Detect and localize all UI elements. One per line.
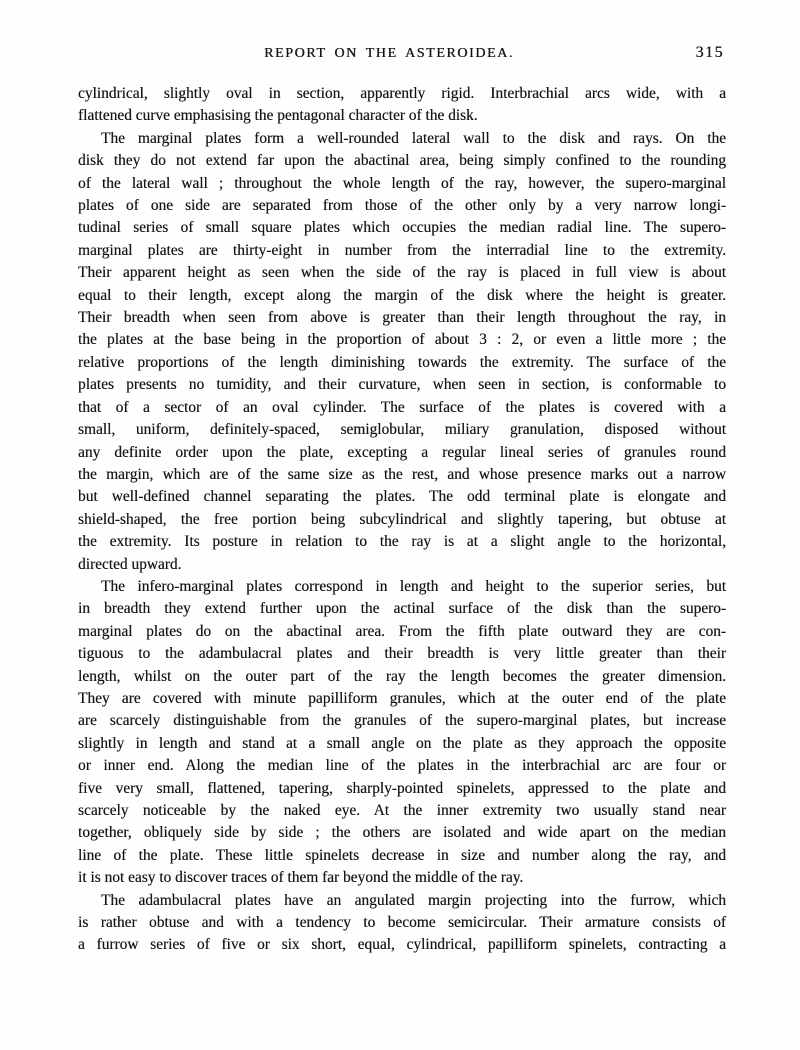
text-line: together, obliquely side by side ; the others are isolated and wide apart on the median bbox=[78, 824, 726, 842]
text-line: Their apparent height as seen when the side of the ray is placed in full view is about bbox=[78, 264, 726, 282]
text-line: slightly in length and stand at a small angle on the plate as they approach the opposite bbox=[78, 734, 726, 752]
text-line: that of a sector of an oval cylinder. The surface of the plates is covered with a bbox=[78, 398, 726, 416]
paragraph bbox=[78, 83, 726, 128]
text-line: in breadth they extend further upon the actinal surface of the disk than the supero- bbox=[78, 600, 726, 618]
page-number: 315 bbox=[695, 44, 724, 61]
text-line: length, whilst on the outer part of the ray the length becomes the greater dimension. bbox=[78, 667, 726, 685]
text-line: relative proportions of the length diminishing towards the extremity. The surface of the bbox=[78, 353, 726, 371]
text-line: flattened curve emphasising the pentagonal character of the disk. bbox=[78, 107, 478, 125]
text-line: disk they do not extend far upon the abactinal area, being simply confined to the rounding bbox=[78, 152, 726, 170]
text-line: shield-shaped, the free portion being subcylindrical and slightly tapering, but obtuse at bbox=[78, 510, 726, 528]
text-line: plates presents no tumidity, and their curvature, when seen in section, is conformable to bbox=[78, 376, 726, 394]
text-line: They are covered with minute papilliform granules, which at the outer end of the plate bbox=[78, 689, 726, 707]
text-line: tiguous to the adambulacral plates and their breadth is very little greater than their bbox=[78, 645, 726, 663]
paragraph bbox=[78, 128, 726, 576]
text-line: is rather obtuse and with a tendency to become semicircular. Their armature consists of bbox=[78, 914, 726, 932]
text-line: marginal plates are thirty-eight in number from the interradial line to the extremity. bbox=[78, 241, 726, 259]
text-line: Their breadth when seen from above is greater than their length throughout the ray, in bbox=[78, 309, 726, 327]
text-line: small, uniform, definitely-spaced, semiglobular, miliary granulation, disposed without bbox=[78, 421, 726, 439]
text-line: the plates at the base being in the proportion of about 3 : 2, or even a little more ; the bbox=[78, 331, 726, 349]
text-line: The marginal plates form a well-rounded lateral wall to the disk and rays. On the bbox=[101, 129, 726, 147]
text-line: cylindrical, slightly oval in section, apparently rigid. Interbrachial arcs wide, with a bbox=[78, 85, 726, 102]
text-line: The adambulacral plates have an angulated margin projecting into the furrow, which bbox=[101, 891, 726, 909]
text-line: marginal plates do on the abactinal area. From the fifth plate outward they are con- bbox=[78, 622, 726, 640]
running-header bbox=[78, 44, 726, 66]
page-body bbox=[78, 83, 726, 957]
text-line: the margin, which are of the same size as the rest, and whose presence marks out a narrow bbox=[78, 465, 726, 483]
text-line: scarcely noticeable by the naked eye. At the inner extremity two usually stand near bbox=[78, 802, 726, 819]
text-line: the extremity. Its posture in relation to the ray is at a slight angle to the horizontal, bbox=[78, 533, 726, 551]
paragraph bbox=[78, 890, 726, 957]
running-head-title: REPORT ON THE ASTEROIDEA. bbox=[264, 46, 514, 61]
text-line: directed upward. bbox=[78, 555, 182, 573]
text-line: or inner end. Along the median line of the plates in the interbrachial arc are four or bbox=[78, 757, 726, 775]
text-line: line of the plate. These little spinelets decrease in size and number along the ray, and bbox=[78, 846, 726, 864]
text-line: but well-defined channel separating the plates. The odd terminal plate is elongate and bbox=[78, 488, 726, 506]
text-line: it is not easy to discover traces of them far beyond the middle of the ray. bbox=[78, 869, 524, 887]
text-line: any definite order upon the plate, excepting a regular lineal series of granules round bbox=[78, 443, 726, 461]
text-line: of the lateral wall ; throughout the whole length of the ray, however, the supero-marginal bbox=[78, 174, 726, 192]
text-line: The infero-marginal plates correspond in length and height to the superior series, but bbox=[101, 577, 726, 595]
text-line: plates of one side are separated from those of the other only by a very narrow longi- bbox=[78, 197, 726, 215]
text-line: are scarcely distinguishable from the granules of the supero-marginal plates, but increase bbox=[78, 712, 726, 730]
text-line: equal to their length, except along the margin of the disk where the height is greater. bbox=[78, 286, 726, 304]
text-line: a furrow series of five or six short, equal, cylindrical, papilliform spinelets, contracting a bbox=[78, 936, 726, 954]
paragraph bbox=[78, 576, 726, 890]
text-line: tudinal series of small square plates which occupies the median radial line. The supero- bbox=[78, 219, 726, 237]
text-line: five very small, flattened, tapering, sharply-pointed spinelets, appressed to the plate and bbox=[78, 779, 726, 797]
